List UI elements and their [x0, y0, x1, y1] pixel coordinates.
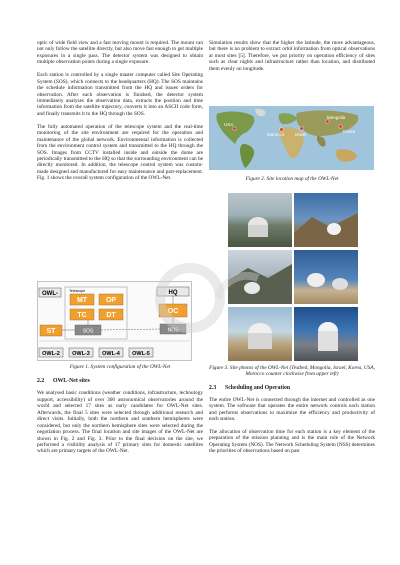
figure-1-caption: Figure 1. System configuration of the OWL-Net: [69, 364, 171, 370]
section-number: 2.3: [209, 384, 217, 391]
section-number: 2.2: [37, 378, 45, 385]
paragraph-left-3: The fully automated operation of the telescope system and the real-time monitoring of the site environment are required for the operation and maintenance of the global network. Environmental information is collected from the environment control system and transmitted to the HQ through the SOS. Images from CCTV installed inside and outside the dome are periodically transmitted to the HQ so that the surrounding environment can be directly monitored. In addition, the telescope control system was custom-made designed and manufactured for easy maintenance and part-replacement. Fig. 1 shows the overall system configuration of the OWL-Net.: [37, 123, 203, 182]
photo-korea: [294, 307, 358, 361]
right-column-lower: [209, 365, 375, 455]
dt-box: DT: [106, 312, 116, 319]
map-label-israel: Israel: [295, 132, 307, 137]
paragraph-right-2: The entire OWL-Net is connected through the internet and controlled as one system. The software that operates the entire network controls each station and performs observations to maximize the efficiency and productivity of each station.: [209, 396, 375, 423]
section-2-3-heading: [209, 385, 375, 392]
section-title: OWL-Net sites: [53, 378, 90, 385]
figure-3-photo-grid: [228, 193, 358, 361]
figure-3-caption: Figure 3. Site photos of the OWL-Net (Testbed, Mongolia, Israel, Korea, USA, Morocco counter clockwise from upper left): [209, 365, 375, 378]
paragraph-left-1: optic of wide field view and a fast moving mount is required. The mount can not only follow the satellite directly, but also move fast enough to get multiple exposures in a single pass. The detector system was designed to obtain multiple observation points during a single exposure.: [37, 40, 203, 66]
st-box: ST: [46, 328, 56, 335]
tc-box: TC: [77, 312, 87, 319]
map-label-korea: Korea: [343, 129, 356, 134]
photo-mongolia: [228, 250, 292, 304]
nos-box: NOS: [167, 327, 179, 334]
oc-box: OC: [167, 308, 179, 315]
figure-1-diagram: [37, 281, 192, 361]
photo-morocco: [294, 250, 358, 304]
left-column-lower: [37, 364, 203, 455]
station-owl-5: OWL-5: [132, 351, 150, 357]
paragraph-right-3: The allocation of observation time for each station is a key element of the preparation of the mission planning and is the main role of the Network Operating System (NOS). The Network Scheduling System (NSS) determines the priorities of observations based on past: [209, 429, 375, 455]
photo-israel: [228, 307, 292, 361]
map-label-morocco: Morocco: [267, 132, 285, 137]
figure-2-caption-wrap: [209, 176, 375, 182]
section-2-2-heading: [37, 378, 203, 385]
photo-testbed: [228, 193, 292, 247]
station-owl-3: OWL-3: [72, 351, 90, 357]
figure-2-map: [209, 106, 374, 170]
op-box: OP: [105, 297, 117, 304]
photo-usa: [294, 193, 358, 247]
owl-label: OWL-: [42, 291, 58, 297]
section-title: Scheduling and Operation: [225, 384, 291, 391]
paragraph-left-2: Each station is controlled by a single master computer called Site Operating System (SOS), which connects to the headquarters (HQ). The SOS maintains the schedule information transmitted from the HQ and issues orders for observation. After each observation is finished, the detector system immediately analyses the observation data, extracts the position and time information from the satellite trajectory, converts it into an ASCII code form, and finally transmits it to the HQ through the SOS.: [37, 72, 203, 117]
system-configuration-diagram: [37, 281, 192, 361]
paragraph-left-4: We analysed basic conditions (weather conditions, infrastructure, technology support, accessibility) of over 300 astronomical observatories around the world and selected 17 sites as early candidates for OWL-Net sites. Afterwards, the final 5 sites were selected through additional research and direct visits. Initially, both the northern and southern hemispheres were considered, but only the northern hemisphere sites were selected during the negotiation process. The final location and site images of the OWL-Net are shown in Fig. 2 and Fig. 3. Prior to the final decision on the site, we performed a visibility analysis of 17 primary sites for domestic satellites which are primary targets of the OWL-Net.: [37, 390, 203, 455]
mt-box: MT: [76, 297, 88, 304]
station-owl-4: OWL-4: [102, 351, 120, 357]
figure-2-caption: Figure 2. Site location map of the OWL-Net: [245, 176, 339, 182]
left-column: [37, 40, 203, 182]
hq-label: HQ: [168, 290, 178, 296]
right-column: [209, 40, 375, 72]
map-label-usa: USA: [224, 122, 234, 127]
telescope-label: Telescope: [69, 289, 86, 293]
world-map: [209, 106, 374, 170]
paragraph-right-1: Simulation results show that the higher the latitude, the more advantageous, but there is no problem to extract orbit information from optical observations at most sites [5]. Therefore, we put priority on operation efficiency of sites such as clear nights and infrastructure rather than location, and distributed them evenly on longitude.: [209, 40, 375, 72]
sos-box: SOS: [82, 328, 94, 335]
map-label-mongolia: Mongolia: [327, 115, 346, 120]
station-owl-2: OWL-2: [42, 351, 60, 357]
